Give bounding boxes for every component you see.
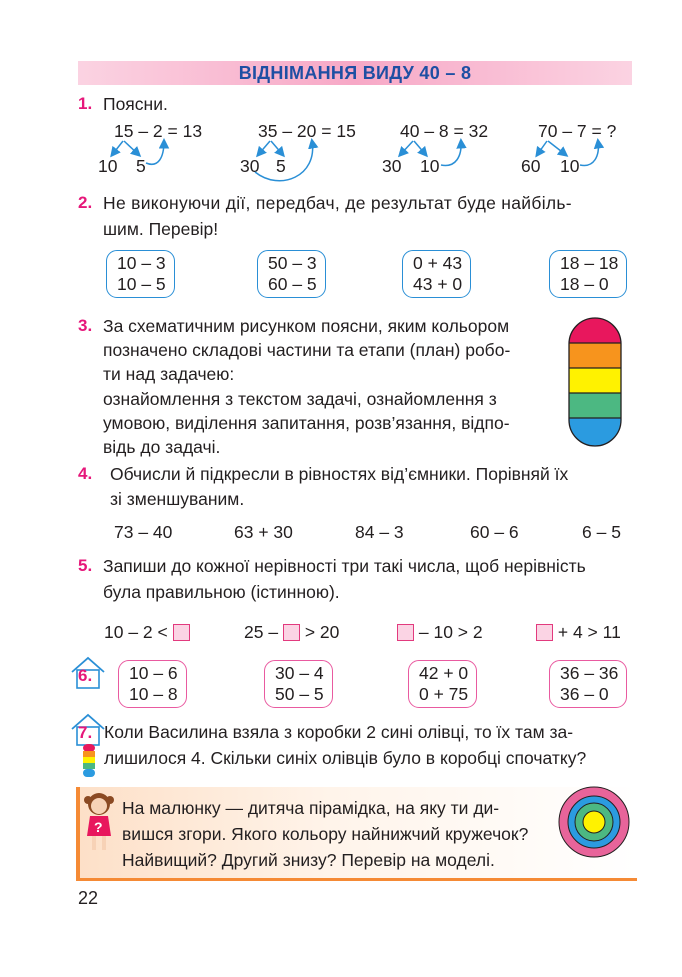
page-title: ВІДНІМАННЯ ВИДУ 40 – 8 xyxy=(238,63,472,83)
page-number: 22 xyxy=(78,888,99,908)
task-1-example-3: 40 – 8 = 32 xyxy=(400,121,489,141)
task-5-line-1: Запиши до кожної нерівності три такі числа, щоб нерівність xyxy=(103,556,586,576)
task-6-pair: 36 – 36 36 – 0 xyxy=(549,660,627,708)
hint-line-2: вишся згори. Якого кольору найнижчий кружечок? xyxy=(122,824,529,844)
arrow-icon xyxy=(400,141,413,155)
arrow-icon xyxy=(548,141,566,155)
answer-box[interactable] xyxy=(283,624,300,641)
task-4-expr: 63 + 30 xyxy=(234,522,293,542)
task-7-number: 7. xyxy=(78,723,93,742)
stripe-orange xyxy=(566,343,624,368)
hint-line-3: Найвищий? Другий знизу? Перевір на моделі. xyxy=(122,850,495,870)
task-1-arrows xyxy=(0,0,682,200)
task-7-line-2: лишилося 4. Скільки синіх олівців було в коробці спочатку? xyxy=(104,748,587,768)
task-2-line-1: Не виконуючи дії, передбач, де результат буде найбіль- xyxy=(103,193,572,213)
answer-box[interactable] xyxy=(536,624,553,641)
task-5-line-2: була правильною (істинною). xyxy=(103,582,340,602)
task-6-number: 6. xyxy=(78,666,93,685)
task-1-part: 10 xyxy=(420,156,440,176)
arrow-icon xyxy=(258,141,270,155)
task-2-pair: 0 + 43 43 + 0 xyxy=(402,250,471,298)
task-1-example-2: 35 – 20 = 15 xyxy=(258,121,356,141)
task-1-example-4: 70 – 7 = ? xyxy=(538,121,617,141)
stripe-green xyxy=(566,393,624,418)
task-3-stripe-schema xyxy=(566,316,624,448)
task-4-expr: 73 – 40 xyxy=(114,522,173,542)
task-2-pair: 10 – 3 10 – 5 xyxy=(106,250,175,298)
arrow-icon xyxy=(414,141,426,155)
task-3-number: 3. xyxy=(78,316,93,335)
stripe-red xyxy=(566,316,624,343)
task-1-example-1: 15 – 2 = 13 xyxy=(114,121,203,141)
arrow-icon xyxy=(146,141,164,164)
task-4-expr: 84 – 3 xyxy=(355,522,404,542)
stripe-schema-icon xyxy=(80,743,98,779)
task-2-pair: 50 – 3 60 – 5 xyxy=(257,250,326,298)
task-2-line-2: шим. Перевір! xyxy=(103,219,219,239)
task-5-number: 5. xyxy=(78,556,93,575)
task-1-text: Поясни. xyxy=(103,94,168,114)
task-2-pair: 18 – 18 18 – 0 xyxy=(549,250,627,298)
stripe-yellow xyxy=(566,368,624,393)
task-6-pair: 30 – 4 50 – 5 xyxy=(264,660,333,708)
task-1-part: 5 xyxy=(136,156,146,176)
arrow-icon xyxy=(124,141,139,155)
task-4-line-1: Обчисли й підкресли в рівностях від’ємники. Порівняй їх xyxy=(110,464,569,484)
task-4-number: 4. xyxy=(78,464,93,483)
arrow-icon xyxy=(112,141,123,155)
task-7-line-1: Коли Василина взяла з коробки 2 сині олівці, то їх там за- xyxy=(104,722,574,742)
task-1-part: 60 xyxy=(521,156,541,176)
answer-box[interactable] xyxy=(397,624,414,641)
task-3-line: ознайомлення з текстом задачі, ознайомлення з xyxy=(103,389,497,409)
answer-box[interactable] xyxy=(173,624,190,641)
task-6-pair: 42 + 0 0 + 75 xyxy=(408,660,477,708)
task-3-line: За схематичним рисунком поясни, яким кольором xyxy=(103,316,510,336)
task-5-inequality-2: 25 – > 20 xyxy=(244,622,340,642)
pyramid-top-view xyxy=(557,785,631,859)
task-4-expr: 6 – 5 xyxy=(582,522,621,542)
arrow-icon xyxy=(441,141,461,165)
task-1-part: 10 xyxy=(98,156,118,176)
svg-text:?: ? xyxy=(94,819,103,835)
task-5-inequality-1: 10 – 2 < xyxy=(104,620,190,644)
girl-icon xyxy=(82,790,116,854)
task-3-line: позначено складові частини та етапи (план) робо- xyxy=(103,340,511,360)
task-1-part: 10 xyxy=(560,156,580,176)
task-1-part: 5 xyxy=(276,156,286,176)
task-4-line-2: зі зменшуваним. xyxy=(110,489,245,509)
task-3-line: умовою, виділення запитання, розв’язання, відпо- xyxy=(103,413,510,433)
task-5-inequality-4: + 4 > 11 xyxy=(536,620,621,644)
arrow-icon xyxy=(271,141,283,155)
task-1-number: 1. xyxy=(78,94,93,113)
task-3-line: ти над задачею: xyxy=(103,364,235,384)
task-1-part: 30 xyxy=(240,156,260,176)
task-1-part: 30 xyxy=(382,156,402,176)
arrow-icon xyxy=(580,141,598,165)
stripe-blue xyxy=(566,418,624,448)
arrow-icon xyxy=(537,141,547,155)
hint-line-1: На малюнку — дитяча пірамідка, на яку ти ди- xyxy=(122,798,500,818)
task-6-pair: 10 – 6 10 – 8 xyxy=(118,660,187,708)
task-3-line: відь до задачі. xyxy=(103,437,221,457)
task-5-inequality-3: – 10 > 2 xyxy=(397,620,483,644)
task-2-number: 2. xyxy=(78,193,93,212)
task-4-expr: 60 – 6 xyxy=(470,522,519,542)
arrow-icon xyxy=(255,141,313,181)
